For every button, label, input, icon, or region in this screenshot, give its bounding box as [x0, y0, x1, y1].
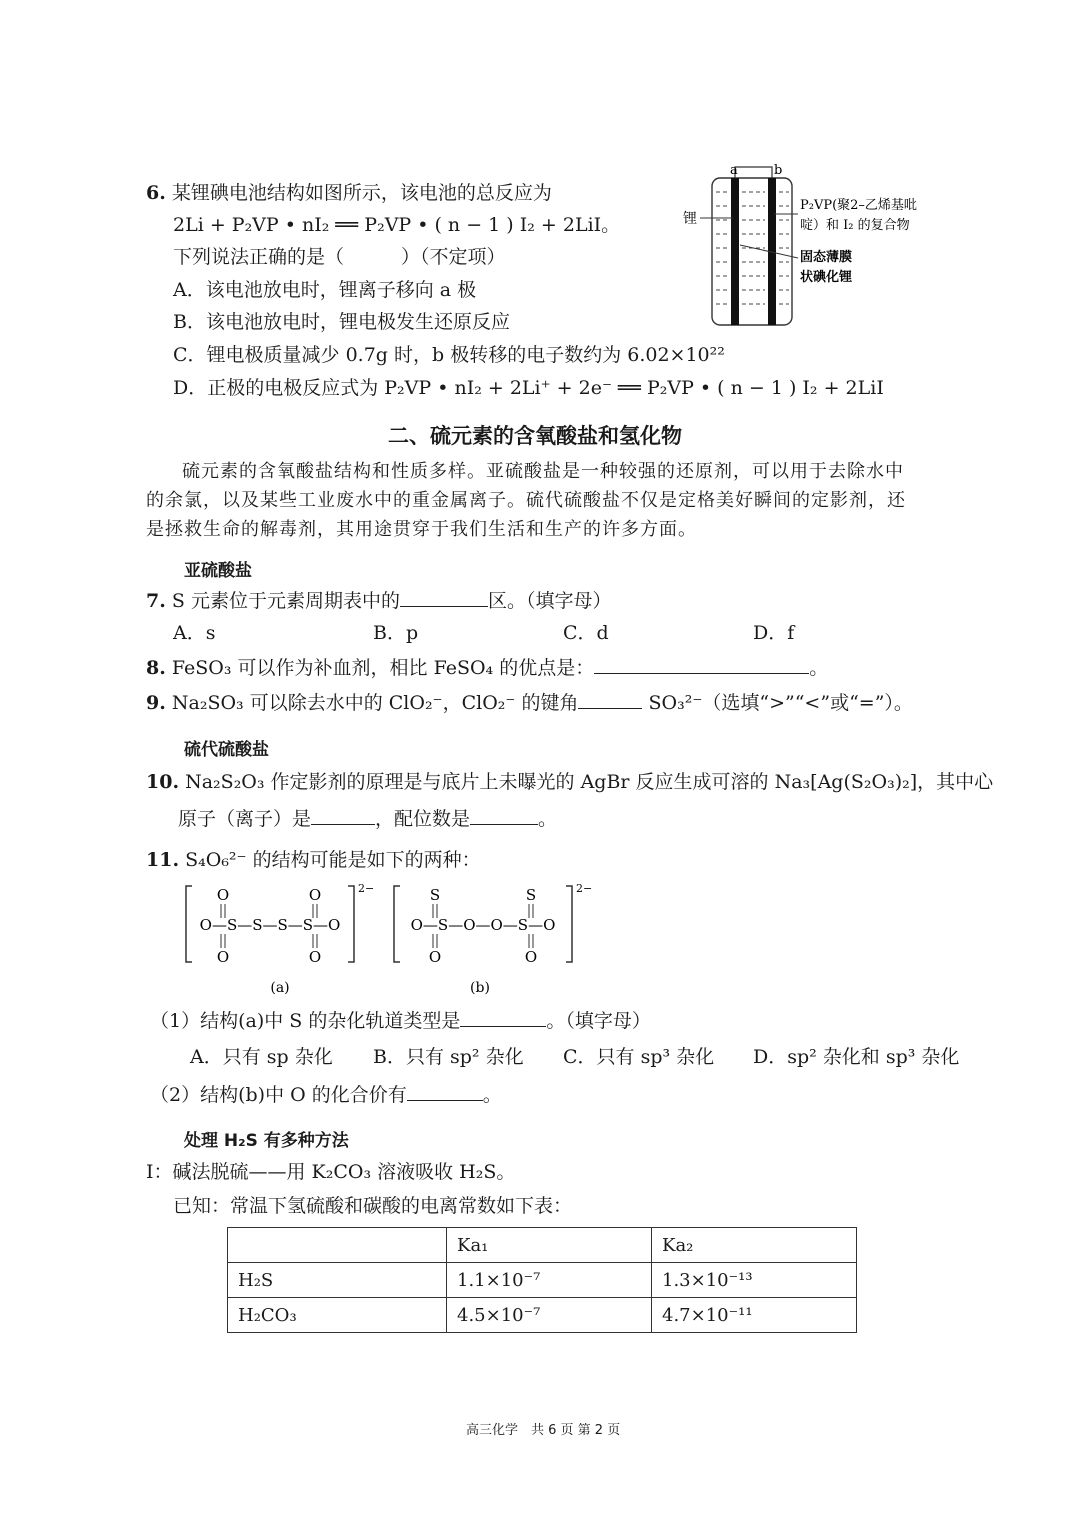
q7-text-before: S 元素位于元素周期表中的 — [171, 590, 400, 612]
q9-blank[interactable] — [578, 690, 642, 709]
q6-option-b: B．该电池放电时，锂电极发生还原反应 — [173, 311, 510, 333]
label-b: b — [774, 163, 783, 178]
label-complex-2: 啶）和 I₂ 的复合物 — [800, 218, 910, 233]
atom-o-bottom-1: O — [428, 948, 442, 966]
q9 — [146, 690, 913, 715]
page-footer: 高三化学 共 6 页 第 2 页 — [466, 1423, 621, 1438]
q7 — [146, 588, 611, 613]
table-header-cell: Ka₂ — [652, 1228, 857, 1263]
q7-text-after: 区。（填字母） — [487, 590, 612, 612]
label-film-2: 状碘化锂 — [800, 270, 853, 285]
table-header-cell — [228, 1228, 447, 1263]
caption-b: (b) — [470, 980, 490, 996]
q11-sub1 — [150, 1008, 651, 1033]
q11-stem — [146, 848, 481, 872]
known-text: 已知：常温下氢硫酸和碳酸的电离常数如下表： — [173, 1195, 573, 1217]
chain-b: O—S—O—O—S—O — [410, 916, 556, 934]
q6-stem — [146, 181, 552, 205]
subheading-sulfite: 亚硫酸盐 — [184, 561, 252, 581]
q11-sub2-before: （2）结构(b)中 O 的化合价有 — [150, 1084, 407, 1106]
q10-line1 — [146, 770, 993, 794]
q11-sub1-option-c: C．只有 sp³ 杂化 — [563, 1046, 715, 1068]
q7-option-d: D．f — [753, 622, 795, 644]
q11-sub1-before: （1）结构(a)中 S 的杂化轨道类型是 — [150, 1010, 461, 1032]
q11-sub1-option-b: B．只有 sp² 杂化 — [373, 1046, 524, 1068]
subheading-thiosulfate: 硫代硫酸盐 — [184, 740, 269, 760]
bracket-right — [566, 886, 572, 962]
label-a: a — [730, 163, 738, 178]
q11-sub2 — [150, 1082, 502, 1107]
structure-b — [388, 880, 598, 1000]
table-cell: 1.1×10⁻⁷ — [447, 1263, 652, 1298]
label-lithium: 锂 — [683, 211, 697, 227]
chain-a: O—S—S—S—S—O — [199, 916, 341, 934]
q7-number: 7. — [146, 590, 166, 612]
atom-o-bottom-1: O — [216, 948, 230, 966]
q10-text-c: 。 — [538, 808, 558, 830]
q9-number: 9. — [146, 692, 166, 714]
q7-blank[interactable] — [400, 588, 488, 607]
table-row — [228, 1298, 857, 1333]
q11-stem-text: S₄O₆²⁻ 的结构可能是如下的两种： — [185, 849, 481, 871]
q10-text-b: ，配位数是 — [375, 808, 471, 830]
q11-sub1-option-a: A．只有 sp 杂化 — [190, 1046, 333, 1068]
battery-casing — [712, 178, 792, 325]
table-cell: 1.3×10⁻¹³ — [652, 1263, 857, 1298]
q6-stem-text: 某锂碘电池结构如图所示，该电池的总反应为 — [171, 182, 552, 204]
atom-o-top-2: O — [308, 886, 322, 904]
bracket-left — [186, 886, 192, 962]
table-cell: 4.7×10⁻¹¹ — [652, 1298, 857, 1333]
q8-text-after: 。 — [809, 657, 829, 679]
q10-blank-2[interactable] — [470, 806, 538, 825]
section-intro: 硫元素的含氧酸盐结构和性质多样。亚硫酸盐是一种较强的还原剂，可以用于去除水中的余氯，以及某些工业废水中的重金属离子。硫代硫酸盐不仅是定格美好瞬间的定影剂，还是拯救生命的解毒剂，其用途贯穿于我们生活和生产的许多方面。 — [146, 461, 906, 540]
table-header-row — [228, 1228, 857, 1263]
q6-number: 6. — [146, 182, 166, 204]
q8 — [146, 655, 828, 680]
q11-sub1-after: 。（填字母） — [546, 1010, 651, 1032]
lithium-electrode — [731, 178, 739, 325]
q11-sub2-after: 。 — [482, 1084, 502, 1106]
q11-sub1-blank[interactable] — [460, 1008, 546, 1027]
q8-blank[interactable] — [594, 655, 809, 674]
q8-text-before: FeSO₃ 可以作为补血剂，相比 FeSO₄ 的优点是： — [171, 657, 595, 679]
table-cell: 4.5×10⁻⁷ — [447, 1298, 652, 1333]
atom-o-bottom-2: O — [524, 948, 538, 966]
q8-number: 8. — [146, 657, 166, 679]
table-cell: H₂CO₃ — [228, 1298, 447, 1333]
method-1: Ⅰ：碱法脱硫——用 K₂CO₃ 溶液吸收 H₂S。 — [146, 1161, 516, 1183]
atom-s-top-2: S — [525, 886, 537, 904]
q7-option-b: B．p — [373, 622, 419, 644]
table-cell: H₂S — [228, 1263, 447, 1298]
label-complex-1: P₂VP(聚2–乙烯基吡 — [800, 198, 917, 213]
charge-a: 2− — [358, 882, 375, 895]
q7-option-c: C．d — [563, 622, 609, 644]
charge-b: 2− — [576, 882, 593, 895]
q9-text-before: Na₂SO₃ 可以除去水中的 ClO₂⁻，ClO₂⁻ 的键角 — [171, 692, 579, 714]
q6-prompt: 下列说法正确的是（ ）（不定项） — [173, 246, 506, 268]
subheading-h2s: 处理 H₂S 有多种方法 — [184, 1131, 349, 1151]
q11-sub2-blank[interactable] — [407, 1082, 483, 1101]
q6-equation: 2Li + P₂VP • nI₂ ══ P₂VP • ( n − 1 ) I₂ + 2LiI。 — [173, 214, 621, 236]
q6-option-c: C．锂电极质量减少 0.7g 时，b 极转移的电子数约为 6.02×10²² — [173, 344, 725, 366]
q6-option-a: A．该电池放电时，锂离子移向 a 极 — [173, 279, 477, 301]
bracket-right — [348, 886, 354, 962]
table-header-cell: Ka₁ — [447, 1228, 652, 1263]
section-title: 二、硫元素的含氧酸盐和氢化物 — [388, 424, 682, 448]
battery-wire — [735, 167, 772, 178]
q10-text-a: 原子（离子）是 — [178, 808, 312, 830]
atom-o-bottom-2: O — [308, 948, 322, 966]
q6-option-d: D．正极的电极反应式为 P₂VP • nI₂ + 2Li⁺ + 2e⁻ ══ P₂VP • ( n − 1 ) I₂ + 2LiI — [173, 377, 884, 399]
q10-line2 — [178, 806, 557, 831]
q10-line1-text: Na₂S₂O₃ 作定影剂的原理是与底片上未曝光的 AgBr 反应生成可溶的 Na₃[Ag(S₂O₃)₂]，其中心 — [185, 771, 994, 793]
atom-s-top-1: S — [429, 886, 441, 904]
q11-sub1-option-d: D．sp² 杂化和 sp³ 杂化 — [753, 1046, 960, 1068]
q10-blank-1[interactable] — [311, 806, 375, 825]
atom-o-top-1: O — [216, 886, 230, 904]
bracket-left — [394, 886, 400, 962]
q10-number: 10. — [146, 771, 180, 793]
battery-diagram — [670, 160, 940, 335]
ionization-constant-table — [227, 1227, 857, 1333]
q9-text-after: SO₃²⁻（选填“>”“<”或“=”）。 — [648, 692, 913, 714]
q11-number: 11. — [146, 849, 180, 871]
q7-option-a: A．s — [173, 622, 216, 644]
structure-a — [180, 880, 380, 1000]
table-row — [228, 1263, 857, 1298]
caption-a: (a) — [270, 980, 290, 996]
label-film-1: 固态薄膜 — [800, 250, 853, 265]
